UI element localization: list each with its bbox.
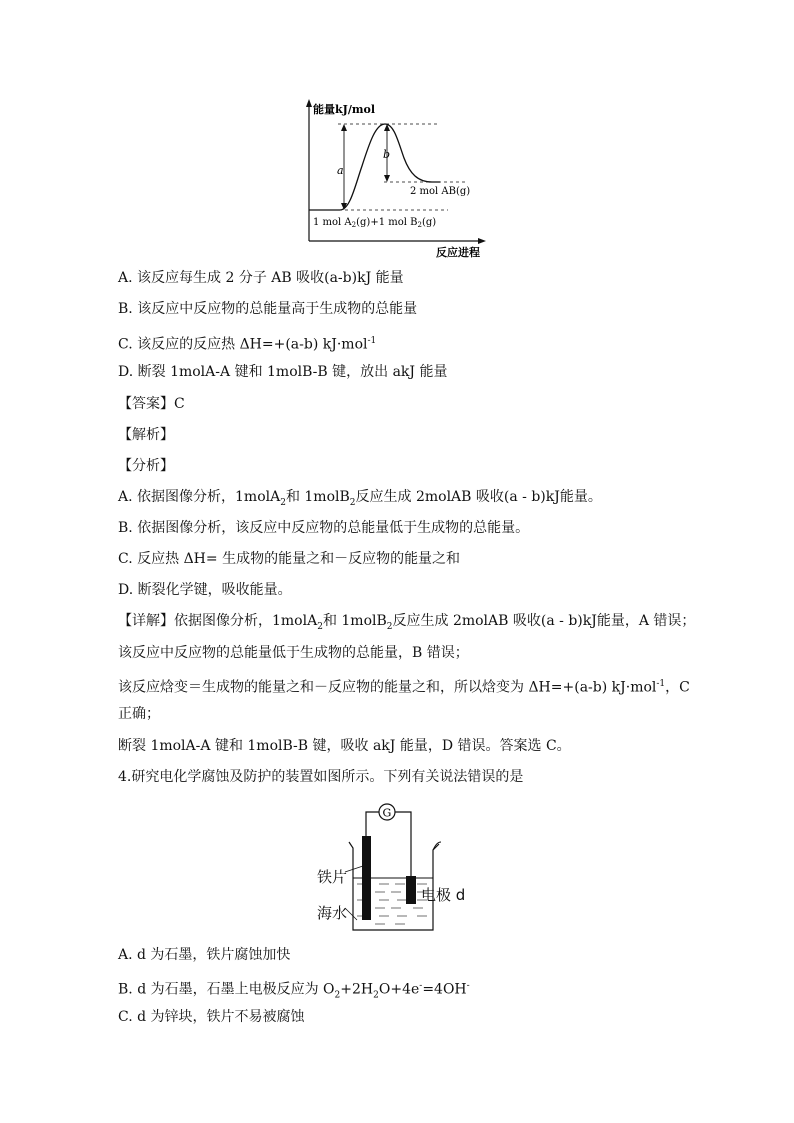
energy-diagram bbox=[300, 96, 500, 261]
x-axis-arrow bbox=[478, 238, 486, 244]
q3-option-a: A. 该反应每生成 2 分子 AB 吸收(a-b)kJ 能量 bbox=[118, 270, 404, 286]
reactant-label: 1 mol $A_2(g)+1$ mol $B_2(g)$ bbox=[313, 217, 437, 229]
answer-line: 【答案】C bbox=[118, 396, 185, 412]
q4-option-b: B. d 为石墨，石墨上电极反应为 $O_2+2H_2O+4e^-=4OH^-$ bbox=[118, 981, 470, 1001]
fenxi-c: C. 反应热 ΔH= 生成物的能量之和－反应物的能量之和 bbox=[118, 551, 461, 567]
q3-option-c: C. 该反应的反应热 ΔH=+(a-b) kJ·mol$^{-1}$ bbox=[118, 336, 377, 353]
label-a: a bbox=[337, 164, 344, 177]
arrow-b-head-bottom bbox=[384, 175, 390, 182]
fenxi-b: B. 依据图像分析，该反应中反应物的总能量低于生成物的总能量。 bbox=[118, 520, 530, 536]
wire-right bbox=[395, 812, 411, 876]
detail-line-3: 该反应焓变＝生成物的能量之和－反应物的能量之和，所以焓变为 ΔH=+(a-b) kJ·mol$^{-1}$，C bbox=[118, 679, 690, 696]
fenxi-a: A. 依据图像分析，1molA$_2$和 1molB$_2$反应生成 2molAB 吸收(a - b)kJ能量。 bbox=[118, 489, 602, 508]
detail-line-5: 断裂 1molA-A 键和 1molB-B 键，吸收 akJ 能量，D 错误。答案选 C。 bbox=[118, 738, 571, 754]
fenxi-heading: 【分析】 bbox=[118, 458, 174, 474]
q3-option-b: B. 该反应中反应物的总能量高于生成物的总能量 bbox=[118, 301, 418, 317]
detail-line-2: 该反应中反应物的总能量低于生成物的总能量，B 错误； bbox=[118, 645, 469, 661]
label-b: b bbox=[383, 148, 391, 161]
iron-label-pointer bbox=[345, 866, 363, 872]
galvanometer-label: G bbox=[382, 806, 392, 820]
y-axis-arrow bbox=[306, 99, 312, 107]
label-electrode-d: 电极 d bbox=[421, 886, 466, 904]
arrow-a-head-top bbox=[341, 124, 347, 131]
product-label: 2 mol AB(g) bbox=[410, 186, 471, 197]
y-axis-label: 能量kJ/mol bbox=[313, 103, 375, 116]
q3-option-d: D. 断裂 1molA-A 键和 1molB-B 键，放出 akJ 能量 bbox=[118, 364, 448, 380]
x-axis-label: 反应进程 bbox=[436, 246, 480, 259]
q4-option-a: A. d 为石墨，铁片腐蚀加快 bbox=[118, 947, 291, 963]
q4-stem: 4.研究电化学腐蚀及防护的装置如图所示。下列有关说法错误的是 bbox=[118, 769, 524, 785]
iron-plate bbox=[362, 836, 371, 920]
q4-option-c: C. d 为锌块，铁片不易被腐蚀 bbox=[118, 1009, 305, 1025]
detail-line-4: 正确； bbox=[118, 706, 160, 722]
wire-left bbox=[366, 812, 379, 836]
label-iron-plate: 铁片 bbox=[317, 868, 348, 886]
fenxi-d: D. 断裂化学键，吸收能量。 bbox=[118, 582, 292, 598]
energy-curve bbox=[309, 124, 440, 210]
detail-line-1: 【详解】依据图像分析，1molA$_2$和 1molB$_2$反应生成 2molAB 吸收(a - b)kJ能量，A 错误； bbox=[118, 613, 696, 632]
label-seawater: 海水 bbox=[317, 904, 348, 922]
analysis-heading: 【解析】 bbox=[118, 427, 174, 443]
electrode-d bbox=[406, 876, 416, 904]
